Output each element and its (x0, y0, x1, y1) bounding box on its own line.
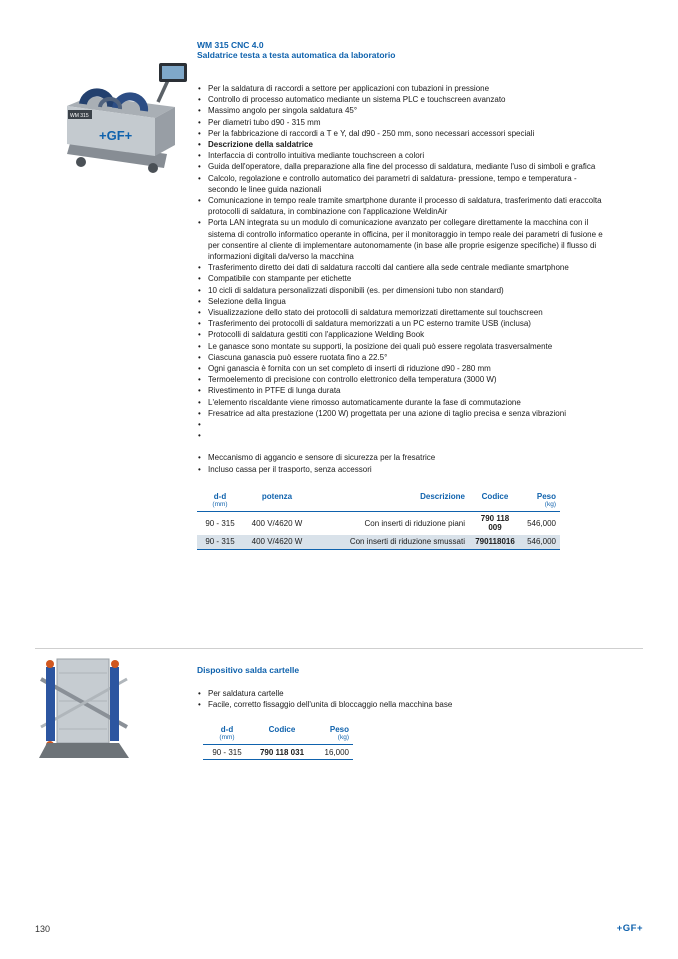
bullet-item: • Guida dell'operatore, dalla preparazione alla fine del processo di saldatura, mediante l'uso di simboli e grafica (197, 161, 603, 172)
bullet-item: • Comunicazione in tempo reale tramite smartphone durante il processo di saldatura, trasferimento dati eraccolta protocolli di saldatura, in combinazione con l'applicazione WeldinAir (197, 195, 603, 217)
machine-image (55, 44, 190, 174)
ordering-table (197, 492, 560, 550)
table-header-row (203, 725, 353, 745)
table-cell: Con inserti di riduzione smussati (349, 537, 465, 547)
bullet-item: • Per saldatura cartelle (197, 688, 603, 699)
wheel-right (148, 163, 158, 173)
bullet-item: • L'elemento riscaldante viene rimosso automaticamente durante la fase di commutazione (197, 397, 603, 408)
table-cell: 90 - 315 (205, 537, 235, 547)
section-divider (35, 648, 643, 649)
table-header-row (197, 492, 560, 512)
column-header: Peso (kg) (329, 725, 349, 742)
bullet-item: • Descrizione della saldatrice (197, 139, 603, 150)
bullet-item: • Incluso cassa per il trasporto, senza accessori (197, 464, 603, 475)
bullet-item: • Massimo angolo per singola saldatura 45° (197, 105, 603, 116)
bullet-item (197, 430, 603, 441)
machine-model-label: WM 315 (70, 113, 89, 119)
column-header: d-d (mm) (212, 491, 228, 508)
table-cell: 790118016 (475, 537, 515, 547)
column-header: Peso (kg) (536, 491, 556, 508)
table-cell: 400 V/4620 W (251, 537, 303, 547)
bullet-item: • Calcolo, regolazione e controllo automatico dei parametri di saldatura- pressione, tempo e temperatura - secondo le linee guida nazionali (197, 173, 603, 195)
brand-logo: +GF+ (616, 923, 643, 934)
section-main (197, 40, 609, 550)
clamp-bar-left (46, 667, 55, 741)
section-accessory (197, 665, 609, 760)
bullet-item: • Rivestimento in PTFE di lunga durata (197, 385, 603, 396)
table-cell: 790 118 009 (480, 514, 510, 533)
bullet-item: • Visualizzazione dello stato dei protocolli di saldatura memorizzati direttamente sul touchscreen (197, 307, 603, 318)
table-cell: 400 V/4620 W (251, 518, 303, 528)
table-cell: 546,000 (527, 518, 556, 528)
table-cell: 546,000 (527, 537, 556, 547)
table-cell: 790 118 031 (259, 747, 305, 757)
accessory-feature-list (197, 688, 603, 710)
accessory-ordering-table (203, 725, 353, 760)
device-base (39, 743, 129, 758)
wheel-left (76, 157, 86, 167)
bullet-item: • 10 cicli di saldatura personalizzati disponibili (es. per dimensioni tubo non standard) (197, 285, 603, 296)
table-row (197, 535, 560, 550)
product-title: WM 315 CNC 4.0 (197, 40, 264, 50)
bullet-item: • Selezione della lingua (197, 296, 603, 307)
bullet-item: • Compatibile con stampante per etichette (197, 273, 603, 284)
column-header: potenza (261, 491, 293, 501)
bullet-item: • Per la fabbricazione di raccordi a T e Y, dal d90 - 250 mm, sono necessari accessori speciali (197, 128, 603, 139)
product-subtitle: Saldatrice testa a testa automatica da laboratorio (197, 50, 396, 60)
bullet-item: • Controllo di processo automatico mediante un sistema PLC e touchscreen avanzato (197, 94, 603, 105)
bullet-item: • Trasferimento diretto dei dati di saldatura raccolti dal cantiere alla sede centrale mediante smartphone (197, 262, 603, 273)
column-header: d-d (mm) (219, 725, 235, 742)
bullet-item: • Porta LAN integrata su un modulo di comunicazione avanzato per collegare direttamente la macchina con il sistema di controllo informatico operante in officina, per il monitoraggio in tempo reale dei parametri di fusione e per consentire al cliente di implementare autonomamente (in base alle proprie esigenze specifiche) il flusso di informazioni digitali da/verso la macchina (197, 217, 603, 262)
column-header: Codice (268, 725, 296, 735)
table-cell: 16,000 (324, 747, 349, 757)
machine-brand-label: +GF+ (99, 128, 133, 143)
touchscreen-screen (162, 66, 184, 79)
bullet-item (197, 419, 603, 430)
table-cell: 90 - 315 (212, 747, 242, 757)
accessory-title: Dispositivo salda cartelle (197, 665, 300, 675)
bullet-item: • Per la saldatura di raccordi a settore per applicazioni con tubazioni in pressione (197, 83, 603, 94)
table-cell: 90 - 315 (205, 518, 235, 528)
bullet-item: • Meccanismo di aggancio e sensore di sicurezza per la fresatrice (197, 452, 603, 463)
bullet-item: • Interfaccia di controllo intuitiva mediante touchscreen a colori (197, 150, 603, 161)
page-number: 130 (35, 924, 51, 934)
bullet-item: • Protocolli di saldatura gestiti con l'applicazione Welding Book (197, 329, 603, 340)
bullet-item: • Per diametri tubo d90 - 315 mm (197, 117, 603, 128)
bullet-item: • Facile, corretto fissaggio dell'unita di bloccaggio nella macchina base (197, 699, 603, 710)
clamp-device-image (35, 653, 132, 765)
table-row (203, 745, 353, 760)
feature-list (197, 83, 603, 475)
clamp-bar-right (110, 667, 119, 741)
bullet-item: • Fresatrice ad alta prestazione (1200 W) progettata per una azione di taglio precisa e senza vibrazioni (197, 408, 603, 419)
column-header: Codice (481, 491, 509, 501)
column-header: Descrizione (420, 491, 465, 501)
bullet-item: • Trasferimento dei protocolli di saldatura memorizzati a un PC esterno tramite USB (inclusa) (197, 318, 603, 329)
clamp-knob (46, 660, 54, 668)
device-illustration (35, 653, 132, 765)
bullet-item: • Ciascuna ganascia può essere ruotata fino a 22.5° (197, 352, 603, 363)
table-cell: Con inserti di riduzione piani (364, 518, 465, 528)
bullet-item: • Termoelemento di precisione con controllo elettronico della temperatura (3000 W) (197, 374, 603, 385)
bullet-item: • Le ganasce sono montate su supporti, la posizione dei quali può essere regolata trasversalmente (197, 341, 603, 352)
bullet-item: • Ogni ganascia è fornita con un set completo di inserti di riduzione d90 - 280 mm (197, 363, 603, 374)
machine-illustration (55, 44, 190, 174)
clamp-knob (111, 660, 119, 668)
table-row (197, 511, 560, 535)
